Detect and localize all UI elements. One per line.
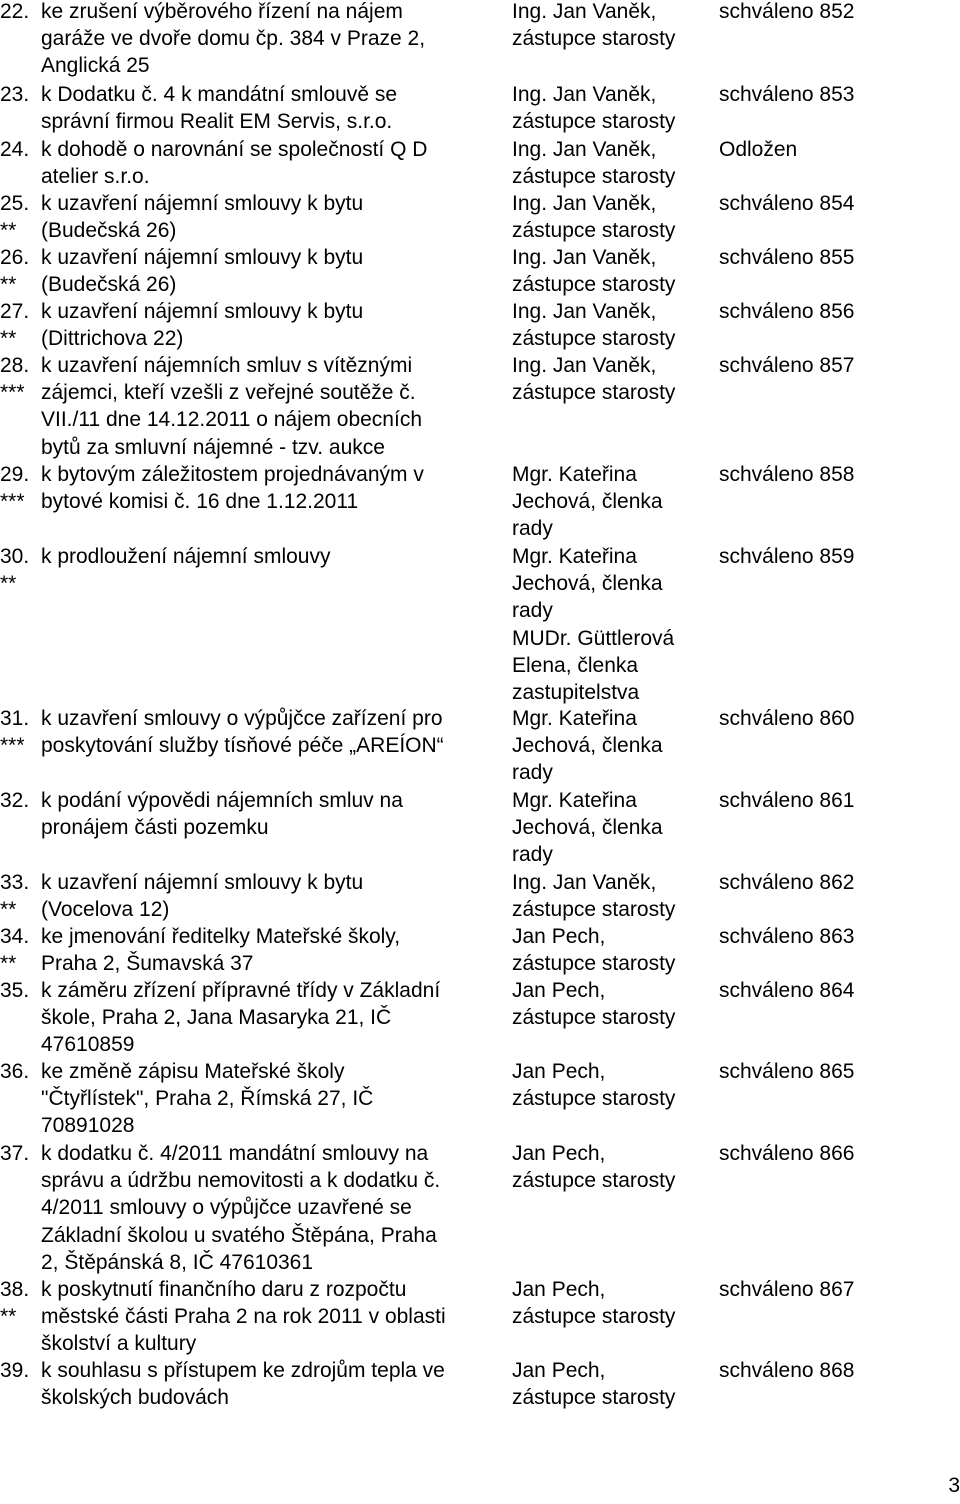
item-number-cell <box>0 1357 40 1384</box>
item-number-cell <box>0 0 40 25</box>
subject-line: k poskytnutí finančního daru z rozpočtu <box>41 1278 407 1301</box>
item-subject <box>41 1140 503 1276</box>
item-presenter <box>512 705 712 787</box>
presenter-line: zástupce starosty <box>512 273 676 297</box>
item-subject <box>41 298 503 352</box>
subject-line: městské části Praha 2 na rok 2011 v oblasti <box>41 1305 446 1329</box>
subject-line: zájemci, kteří vzešli z veřejné soutěže č. <box>41 381 416 405</box>
item-presenter <box>512 461 712 543</box>
item-number-cell <box>0 705 40 759</box>
item-marker: *** <box>0 490 25 514</box>
item-presenter <box>512 1276 712 1330</box>
item-result: schváleno 863 <box>719 925 855 948</box>
item-subject <box>41 1357 503 1411</box>
item-number: 27. <box>0 300 30 323</box>
subject-line: správní firmou Realit EM Servis, s.r.o. <box>41 110 393 134</box>
presenter-line: zástupce starosty <box>512 27 676 51</box>
item-marker: ** <box>0 327 17 351</box>
item-subject <box>41 81 503 135</box>
subject-line: k uzavření nájemní smlouvy k bytu <box>41 871 364 894</box>
item-result: schváleno 852 <box>719 0 855 23</box>
presenter-line: Ing. Jan Vaněk, <box>512 246 657 269</box>
presenter-line: Jan Pech, <box>512 1060 606 1083</box>
item-subject <box>41 0 503 80</box>
item-subject <box>41 244 503 298</box>
presenter-line: MUDr. Güttlerová <box>512 626 675 650</box>
subject-line: ke změně zápisu Mateřské školy <box>41 1060 345 1083</box>
presenter-line: Mgr. Kateřina <box>512 463 637 486</box>
item-result: schváleno 857 <box>719 354 855 377</box>
item-presenter <box>512 869 712 923</box>
presenter-line: Mgr. Kateřina <box>512 707 637 730</box>
item-marker: ** <box>0 1305 17 1329</box>
item-number-cell <box>0 1140 40 1167</box>
presenter-line: Jan Pech, <box>512 1142 606 1165</box>
subject-line: k dodatku č. 4/2011 mandátní smlouvy na <box>41 1142 429 1165</box>
item-number-cell <box>0 352 40 406</box>
presenter-line: zástupce starosty <box>512 952 676 976</box>
item-presenter <box>512 81 712 135</box>
subject-line: správu a údržbu nemovitosti a k dodatku č. <box>41 1169 441 1193</box>
presenter-line: zástupce starosty <box>512 1087 676 1111</box>
item-result: schváleno 854 <box>719 192 855 215</box>
subject-line: k souhlasu s přístupem ke zdrojům tepla ve <box>41 1359 445 1382</box>
item-subject <box>41 1276 503 1358</box>
subject-line: k podání výpovědi nájemních smluv na <box>41 789 403 812</box>
item-presenter <box>512 352 712 406</box>
subject-line: k uzavření nájemních smluv s vítěznými <box>41 354 413 377</box>
item-result: schváleno 866 <box>719 1142 855 1165</box>
item-subject <box>41 190 503 244</box>
item-number-cell <box>0 869 40 923</box>
item-subject <box>41 461 503 515</box>
presenter-line: zastupitelstva <box>512 681 640 705</box>
subject-line: (Dittrichova 22) <box>41 327 184 351</box>
item-presenter <box>512 1357 712 1411</box>
subject-line: 2, Štěpánská 8, IČ 47610361 <box>41 1250 314 1274</box>
presenter-line: zástupce starosty <box>512 110 676 134</box>
presenter-line: Mgr. Kateřina <box>512 545 637 568</box>
item-number-cell <box>0 1058 40 1085</box>
subject-line: pronájem části pozemku <box>41 816 269 840</box>
subject-line: (Vocelova 12) <box>41 898 170 922</box>
presenter-line: Elena, členka <box>512 653 639 677</box>
item-marker: ** <box>0 273 17 297</box>
item-number-cell <box>0 923 40 977</box>
item-result: schváleno 856 <box>719 300 855 323</box>
presenter-line: Jan Pech, <box>512 1278 606 1301</box>
item-marker: ** <box>0 898 17 922</box>
item-marker: *** <box>0 734 25 758</box>
item-number: 36. <box>0 1060 30 1083</box>
presenter-line: zástupce starosty <box>512 1386 676 1410</box>
presenter-line: rady <box>512 843 553 867</box>
presenter-line: rady <box>512 517 553 541</box>
subject-line: "Čtyřlístek", Praha 2, Římská 27, IČ <box>41 1087 374 1111</box>
subject-line: ke jmenování ředitelky Mateřské školy, <box>41 925 401 948</box>
item-result: schváleno 862 <box>719 871 855 894</box>
item-result: schváleno 853 <box>719 83 855 106</box>
presenter-line: Jechová, členka <box>512 490 663 514</box>
presenter-line: zástupce starosty <box>512 381 676 405</box>
item-presenter <box>512 190 712 244</box>
item-number: 24. <box>0 138 30 161</box>
item-number-cell <box>0 298 40 352</box>
item-number: 31. <box>0 707 30 730</box>
item-subject <box>41 1058 503 1140</box>
page-number: 3 <box>948 1474 960 1497</box>
presenter-line: Ing. Jan Vaněk, <box>512 192 657 215</box>
item-number-cell <box>0 136 40 163</box>
item-number: 38. <box>0 1278 30 1301</box>
presenter-line: Jechová, členka <box>512 816 663 840</box>
item-number-cell <box>0 244 40 298</box>
presenter-line: zástupce starosty <box>512 165 676 189</box>
presenter-line: Jan Pech, <box>512 1359 606 1382</box>
subject-line: k uzavření nájemní smlouvy k bytu <box>41 300 364 323</box>
item-subject <box>41 869 503 923</box>
subject-line: Anglická 25 <box>41 54 150 78</box>
item-presenter <box>512 543 712 706</box>
presenter-line: Mgr. Kateřina <box>512 789 637 812</box>
item-marker: *** <box>0 381 25 405</box>
subject-line: k dohodě o narovnání se společností Q D <box>41 138 428 161</box>
item-result: schváleno 860 <box>719 707 855 730</box>
presenter-line: zástupce starosty <box>512 327 676 351</box>
item-number-cell <box>0 461 40 515</box>
subject-line: bytové komisi č. 16 dne 1.12.2011 <box>41 490 359 514</box>
item-number: 26. <box>0 246 30 269</box>
item-presenter <box>512 923 712 977</box>
item-number-cell <box>0 190 40 244</box>
item-presenter <box>512 977 712 1031</box>
subject-line: VII./11 dne 14.12.2011 o nájem obecních <box>41 408 423 432</box>
presenter-line: zástupce starosty <box>512 219 676 243</box>
subject-line: k Dodatku č. 4 k mandátní smlouvě se <box>41 83 398 106</box>
item-result: schváleno 858 <box>719 463 855 486</box>
subject-line: škole, Praha 2, Jana Masaryka 21, IČ <box>41 1006 392 1030</box>
subject-line: (Budečská 26) <box>41 273 177 297</box>
presenter-line: Jan Pech, <box>512 925 606 948</box>
presenter-line: Ing. Jan Vaněk, <box>512 354 657 377</box>
item-number: 30. <box>0 545 30 568</box>
presenter-line: Ing. Jan Vaněk, <box>512 300 657 323</box>
item-result: schváleno 859 <box>719 545 855 568</box>
subject-line: k prodloužení nájemní smlouvy <box>41 545 331 568</box>
subject-line: ke zrušení výběrového řízení na nájem <box>41 0 403 23</box>
subject-line: bytů za smluvní nájemné - tzv. aukce <box>41 435 385 459</box>
presenter-line: Ing. Jan Vaněk, <box>512 83 657 106</box>
item-marker: ** <box>0 952 17 976</box>
subject-line: k bytovým záležitostem projednávaným v <box>41 463 424 486</box>
subject-line: k uzavření nájemní smlouvy k bytu <box>41 246 364 269</box>
presenter-line: rady <box>512 761 553 785</box>
presenter-line: Jan Pech, <box>512 979 606 1002</box>
presenter-line: zástupce starosty <box>512 1169 676 1193</box>
item-number: 34. <box>0 925 30 948</box>
subject-line: k uzavření nájemní smlouvy k bytu <box>41 192 364 215</box>
item-subject <box>41 543 503 570</box>
item-result: schváleno 865 <box>719 1060 855 1083</box>
presenter-line: zástupce starosty <box>512 1006 676 1030</box>
item-number-cell <box>0 543 40 597</box>
item-number-cell <box>0 787 40 814</box>
subject-line: školství a kultury <box>41 1332 197 1356</box>
item-result: schváleno 864 <box>719 979 855 1002</box>
presenter-line: zástupce starosty <box>512 1305 676 1329</box>
item-number: 39. <box>0 1359 30 1382</box>
item-subject <box>41 787 503 841</box>
item-subject <box>41 352 503 461</box>
item-presenter <box>512 787 712 869</box>
item-number-cell <box>0 81 40 108</box>
subject-line: Základní školou u svatého Štěpána, Praha <box>41 1223 437 1247</box>
presenter-line: Jechová, členka <box>512 734 663 758</box>
item-number: 33. <box>0 871 30 894</box>
item-subject <box>41 923 503 977</box>
subject-line: Praha 2, Šumavská 37 <box>41 952 254 976</box>
subject-line: poskytování služby tísňové péče „AREÍON“ <box>41 734 444 758</box>
item-presenter <box>512 244 712 298</box>
item-result: Odložen <box>719 138 798 161</box>
item-subject <box>41 705 503 759</box>
subject-line: garáže ve dvoře domu čp. 384 v Praze 2, <box>41 27 426 51</box>
subject-line: k záměru zřízení přípravné třídy v Základní <box>41 979 441 1002</box>
item-result: schváleno 868 <box>719 1359 855 1382</box>
item-subject <box>41 136 503 190</box>
subject-line: atelier s.r.o. <box>41 165 150 189</box>
item-presenter <box>512 1058 712 1112</box>
item-presenter <box>512 136 712 190</box>
subject-line: 4/2011 smlouvy o výpůjčce uzavřené se <box>41 1196 412 1220</box>
item-number: 29. <box>0 463 30 486</box>
subject-line: 47610859 <box>41 1033 135 1057</box>
item-number: 35. <box>0 979 30 1002</box>
subject-line: k uzavření smlouvy o výpůjčce zařízení pro <box>41 707 443 730</box>
presenter-line: rady <box>512 599 553 623</box>
item-number-cell <box>0 977 40 1004</box>
item-number: 25. <box>0 192 30 215</box>
item-marker: ** <box>0 572 17 596</box>
presenter-line: zástupce starosty <box>512 898 676 922</box>
item-number: 22. <box>0 0 30 23</box>
subject-line: školských budovách <box>41 1386 229 1410</box>
presenter-line: Ing. Jan Vaněk, <box>512 0 657 23</box>
subject-line: 70891028 <box>41 1114 135 1138</box>
item-number: 37. <box>0 1142 30 1165</box>
item-result: schváleno 855 <box>719 246 855 269</box>
subject-line: (Budečská 26) <box>41 219 177 243</box>
presenter-line: Ing. Jan Vaněk, <box>512 138 657 161</box>
item-presenter <box>512 298 712 352</box>
item-number-cell <box>0 1276 40 1330</box>
item-subject <box>41 977 503 1059</box>
presenter-line: Jechová, členka <box>512 572 663 596</box>
item-result: schváleno 861 <box>719 789 855 812</box>
item-presenter <box>512 0 712 52</box>
item-result: schváleno 867 <box>719 1278 855 1301</box>
item-number: 23. <box>0 83 30 106</box>
item-number: 32. <box>0 789 30 812</box>
item-marker: ** <box>0 219 17 243</box>
item-presenter <box>512 1140 712 1194</box>
presenter-line: Ing. Jan Vaněk, <box>512 871 657 894</box>
item-number: 28. <box>0 354 30 377</box>
